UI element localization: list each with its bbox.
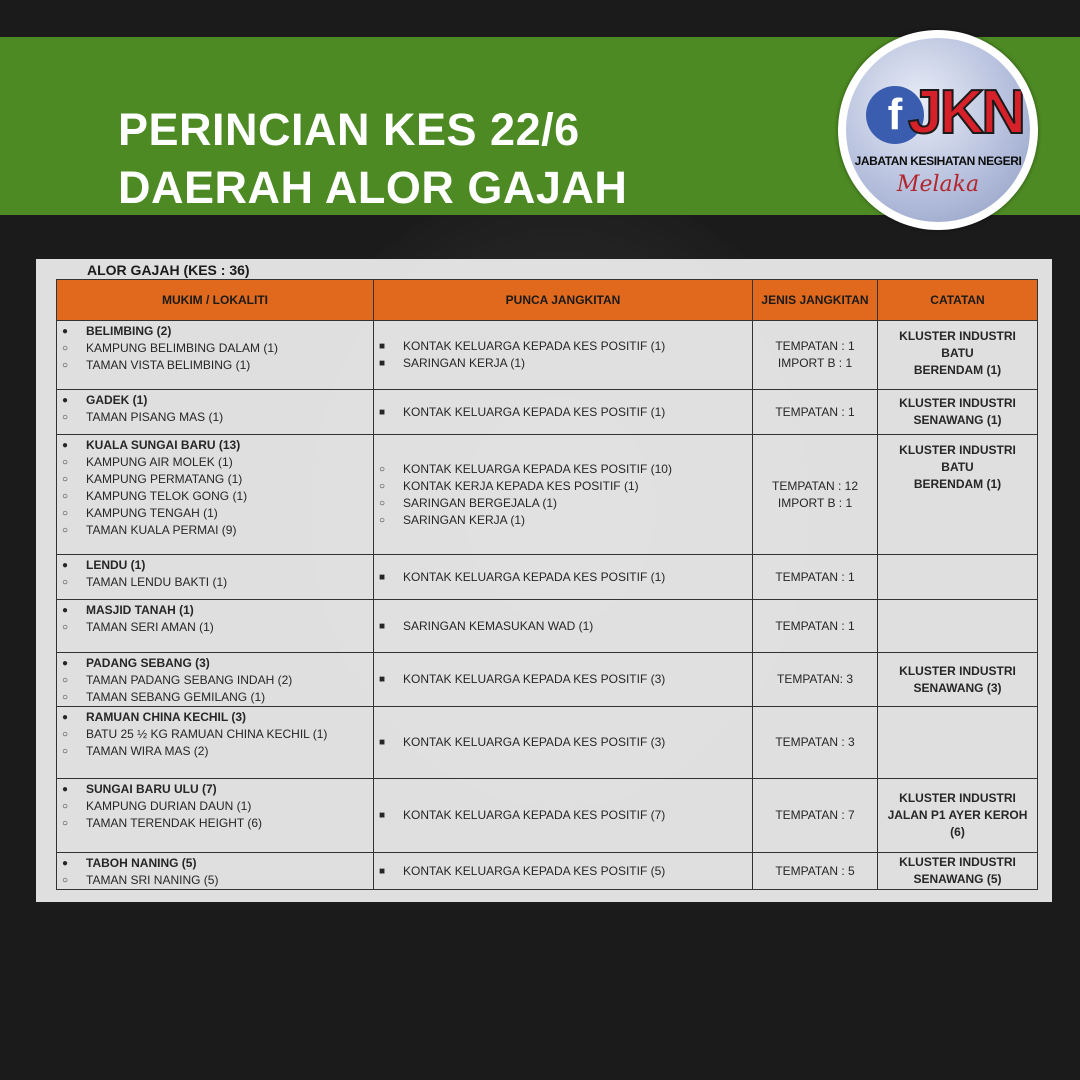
locality-cell <box>57 390 374 435</box>
source-cell <box>374 390 753 435</box>
source-text: KONTAK KELUARGA KEPADA KES POSITIF (7) <box>403 808 666 822</box>
list-item <box>62 557 369 574</box>
remark-text: KLUSTER INDUSTRI <box>899 663 1016 678</box>
list-item <box>62 815 369 832</box>
infection-type: TEMPATAN : 1 <box>775 618 855 633</box>
remark-text: KLUSTER INDUSTRI <box>899 396 1016 410</box>
remark-text: KLUSTER INDUSTRI BATU <box>899 329 1016 360</box>
remark-cell <box>878 390 1038 435</box>
circle-bullet-icon: ○ <box>62 729 69 740</box>
list-item <box>62 340 369 357</box>
table-row <box>57 853 1038 890</box>
locality-name: TAMAN LENDU BAKTI (1) <box>86 575 228 589</box>
list-item <box>62 437 369 454</box>
list-item <box>62 505 369 522</box>
jkn-melaka-logo <box>838 30 1038 230</box>
list-item <box>62 619 369 636</box>
bullet-icon: ● <box>62 858 69 869</box>
source-text: KONTAK KELUARGA KEPADA KES POSITIF (1) <box>403 404 666 419</box>
source-text: SARINGAN BERGEJALA (1) <box>403 495 558 510</box>
source-cell <box>374 555 753 600</box>
logo-department-name: JABATAN KESIHATAN NEGERI <box>854 154 1022 168</box>
source-cell <box>374 435 753 555</box>
locality-name: TAMAN TERENDAK HEIGHT (6) <box>86 816 263 830</box>
source-text: KONTAK KELUARGA KEPADA KES POSITIF (1) <box>403 339 666 353</box>
remark-cell <box>878 435 1038 555</box>
infection-type-cell <box>753 600 878 653</box>
square-bullet-icon: ■ <box>379 620 386 632</box>
area-name: KUALA SUNGAI BARU (13) <box>86 438 241 452</box>
list-item <box>379 569 746 586</box>
source-text: SARINGAN KERJA (1) <box>403 512 526 527</box>
remark-text: KLUSTER INDUSTRI <box>899 791 1016 805</box>
list-item <box>62 471 369 488</box>
infection-type-cell <box>753 853 878 890</box>
locality-name: TAMAN PISANG MAS (1) <box>86 410 224 424</box>
list-item <box>379 671 746 688</box>
logo-badge <box>846 38 1030 222</box>
list-item <box>379 863 746 880</box>
remark-text: KLUSTER INDUSTRI <box>899 855 1016 869</box>
locality-name: KAMPUNG PERMATANG (1) <box>86 472 243 486</box>
circle-bullet-icon: ○ <box>62 577 69 588</box>
remark-text: SENAWANG (3) <box>913 680 1002 695</box>
locality-name: KAMPUNG AIR MOLEK (1) <box>86 455 233 469</box>
list-item <box>62 488 369 505</box>
list-item <box>62 872 369 889</box>
list-item <box>62 323 369 340</box>
circle-bullet-icon: ○ <box>62 801 69 812</box>
circle-bullet-icon: ○ <box>62 675 69 686</box>
circle-bullet-icon: ○ <box>62 491 69 502</box>
infection-type: TEMPATAN : 3 <box>775 735 855 749</box>
column-header: JENIS JANGKITAN <box>753 280 878 321</box>
list-item <box>379 478 746 495</box>
square-bullet-icon: ■ <box>379 341 386 352</box>
area-name: LENDU (1) <box>86 558 146 572</box>
locality-name: TAMAN SERI AMAN (1) <box>86 620 214 634</box>
area-name: SUNGAI BARU ULU (7) <box>86 782 217 796</box>
source-text: KONTAK KELUARGA KEPADA KES POSITIF (3) <box>403 735 666 749</box>
infection-type: TEMPATAN : 1 <box>775 569 855 584</box>
circle-bullet-icon: ○ <box>62 457 69 468</box>
locality-name: KAMPUNG BELIMBING DALAM (1) <box>86 341 279 355</box>
remark-text: KLUSTER INDUSTRI BATU <box>899 443 1016 474</box>
circle-bullet-icon: ○ <box>62 818 69 829</box>
remark-cell <box>878 600 1038 653</box>
list-item <box>62 392 369 409</box>
list-item <box>379 512 746 529</box>
locality-name: KAMPUNG TENGAH (1) <box>86 506 218 520</box>
locality-cell <box>57 707 374 779</box>
source-text: KONTAK KERJA KEPADA KES POSITIF (1) <box>403 478 639 493</box>
infection-type: IMPORT B : 1 <box>777 356 853 370</box>
source-cell <box>374 779 753 853</box>
list-item <box>379 461 746 478</box>
source-cell <box>374 653 753 707</box>
list-item <box>62 574 369 591</box>
column-header: CATATAN <box>878 280 1038 321</box>
bullet-icon: ● <box>62 326 69 337</box>
locality-name: TAMAN KUALA PERMAI (9) <box>86 523 237 537</box>
infection-type-cell <box>753 435 878 555</box>
infection-type: TEMPATAN : 1 <box>775 404 855 419</box>
area-name: BELIMBING (2) <box>86 324 172 338</box>
list-item <box>62 689 369 706</box>
locality-name: TAMAN VISTA BELIMBING (1) <box>86 358 251 372</box>
square-bullet-icon: ■ <box>379 358 386 369</box>
locality-cell <box>57 853 374 890</box>
list-item <box>62 655 369 672</box>
bullet-icon: ● <box>62 560 69 571</box>
infection-type: TEMPATAN : 7 <box>775 808 855 822</box>
list-item <box>379 618 746 635</box>
infection-type-cell <box>753 390 878 435</box>
source-cell <box>374 321 753 390</box>
infection-type: TEMPATAN : 1 <box>775 339 855 353</box>
circle-bullet-icon: ○ <box>62 746 69 757</box>
list-item <box>379 338 746 355</box>
area-name: RAMUAN CHINA KECHIL (3) <box>86 710 246 724</box>
circle-bullet-icon: ○ <box>62 360 69 371</box>
locality-name: TAMAN SEBANG GEMILANG (1) <box>86 690 266 704</box>
list-item <box>379 495 746 512</box>
circle-bullet-icon: ○ <box>62 692 69 703</box>
area-name: PADANG SEBANG (3) <box>86 656 210 670</box>
column-header: MUKIM / LOKALITI <box>57 280 374 321</box>
remark-cell <box>878 555 1038 600</box>
infection-type-cell <box>753 707 878 779</box>
square-bullet-icon: ■ <box>379 571 386 583</box>
source-text: KONTAK KELUARGA KEPADA KES POSITIF (3) <box>403 672 666 686</box>
source-text: KONTAK KELUARGA KEPADA KES POSITIF (5) <box>403 863 666 878</box>
area-name: MASJID TANAH (1) <box>86 603 194 617</box>
circle-bullet-icon: ○ <box>62 474 69 485</box>
source-text: KONTAK KELUARGA KEPADA KES POSITIF (10) <box>403 461 672 476</box>
infection-type-cell <box>753 321 878 390</box>
circle-bullet-icon: ○ <box>379 480 386 492</box>
circle-bullet-icon: ○ <box>62 412 69 423</box>
table-row <box>57 435 1038 555</box>
circle-bullet-icon: ○ <box>62 525 69 536</box>
circle-bullet-icon: ○ <box>62 875 69 886</box>
table-row <box>57 555 1038 600</box>
square-bullet-icon: ■ <box>379 737 386 748</box>
source-text: KONTAK KELUARGA KEPADA KES POSITIF (1) <box>403 569 666 584</box>
locality-cell <box>57 321 374 390</box>
list-item <box>62 454 369 471</box>
circle-bullet-icon: ○ <box>62 343 69 354</box>
bullet-icon: ● <box>62 395 69 406</box>
table-row <box>57 707 1038 779</box>
locality-name: KAMPUNG DURIAN DAUN (1) <box>86 799 252 813</box>
table-header-row <box>57 280 1038 321</box>
square-bullet-icon: ■ <box>379 810 386 821</box>
table-row <box>57 653 1038 707</box>
circle-bullet-icon: ○ <box>379 463 386 475</box>
square-bullet-icon: ■ <box>379 674 386 685</box>
square-bullet-icon: ■ <box>379 865 386 877</box>
table-row <box>57 390 1038 435</box>
bullet-icon: ● <box>62 712 69 723</box>
bullet-icon: ● <box>62 658 69 669</box>
banner-title-line2: DAERAH ALOR GAJAH <box>118 162 628 213</box>
locality-name: TAMAN WIRA MAS (2) <box>86 744 209 758</box>
list-item <box>62 855 369 872</box>
infection-type: IMPORT B : 1 <box>777 495 853 510</box>
list-item <box>379 355 746 372</box>
logo-brand-text: JKN <box>908 78 1024 147</box>
list-item <box>379 734 746 751</box>
document-heading: ALOR GAJAH (KES : 36) <box>87 262 250 278</box>
table-row <box>57 321 1038 390</box>
list-item <box>62 726 369 743</box>
locality-cell <box>57 435 374 555</box>
list-item <box>62 743 369 760</box>
list-item <box>379 404 746 421</box>
source-cell <box>374 600 753 653</box>
infection-type: TEMPATAN : 5 <box>775 863 855 878</box>
column-header: PUNCA JANGKITAN <box>374 280 753 321</box>
list-item <box>62 357 369 374</box>
infection-type-cell <box>753 555 878 600</box>
remark-text: (6) <box>950 825 965 839</box>
locality-cell <box>57 653 374 707</box>
locality-name: TAMAN SRI NANING (5) <box>86 873 219 887</box>
source-text: SARINGAN KERJA (1) <box>403 356 526 370</box>
locality-cell <box>57 555 374 600</box>
infection-type-cell <box>753 653 878 707</box>
list-item <box>62 781 369 798</box>
remark-text: BERENDAM (1) <box>913 477 1002 491</box>
remark-text: BERENDAM (1) <box>913 363 1002 377</box>
locality-name: BATU 25 ½ KG RAMUAN CHINA KECHIL (1) <box>86 727 328 741</box>
remark-text: SENAWANG (1) <box>913 413 1002 427</box>
remark-cell <box>878 853 1038 890</box>
locality-cell <box>57 600 374 653</box>
circle-bullet-icon: ○ <box>62 622 69 633</box>
list-item <box>62 602 369 619</box>
bullet-icon: ● <box>62 605 69 616</box>
infection-type: TEMPATAN: 3 <box>776 672 853 686</box>
area-name: GADEK (1) <box>86 393 148 407</box>
bullet-icon: ● <box>62 440 69 451</box>
infection-type-cell <box>753 779 878 853</box>
list-item <box>379 807 746 824</box>
table-row <box>57 779 1038 853</box>
remark-cell <box>878 321 1038 390</box>
facebook-icon: f <box>866 86 924 144</box>
list-item <box>62 798 369 815</box>
source-cell <box>374 853 753 890</box>
table-row <box>57 600 1038 653</box>
infection-type: TEMPATAN : 12 <box>771 478 858 493</box>
square-bullet-icon: ■ <box>379 406 386 418</box>
remark-text: SENAWANG (5) <box>913 872 1002 886</box>
banner-title <box>118 101 627 217</box>
circle-bullet-icon: ○ <box>379 497 386 509</box>
logo-state-name: Melaka <box>896 172 980 197</box>
remark-text: JALAN P1 AYER KEROH <box>887 808 1028 822</box>
remark-cell <box>878 707 1038 779</box>
locality-name: TAMAN PADANG SEBANG INDAH (2) <box>86 673 293 687</box>
locality-name: KAMPUNG TELOK GONG (1) <box>86 489 248 503</box>
source-cell <box>374 707 753 779</box>
bullet-icon: ● <box>62 784 69 795</box>
remark-cell <box>878 653 1038 707</box>
list-item <box>62 409 369 426</box>
locality-cell <box>57 779 374 853</box>
source-text: SARINGAN KEMASUKAN WAD (1) <box>403 618 594 633</box>
list-item <box>62 709 369 726</box>
list-item <box>62 522 369 539</box>
circle-bullet-icon: ○ <box>379 514 386 526</box>
circle-bullet-icon: ○ <box>62 508 69 519</box>
case-table <box>56 279 1038 890</box>
list-item <box>62 672 369 689</box>
area-name: TABOH NANING (5) <box>86 856 197 870</box>
banner-title-line1: PERINCIAN KES 22/6 <box>118 104 580 155</box>
remark-cell <box>878 779 1038 853</box>
